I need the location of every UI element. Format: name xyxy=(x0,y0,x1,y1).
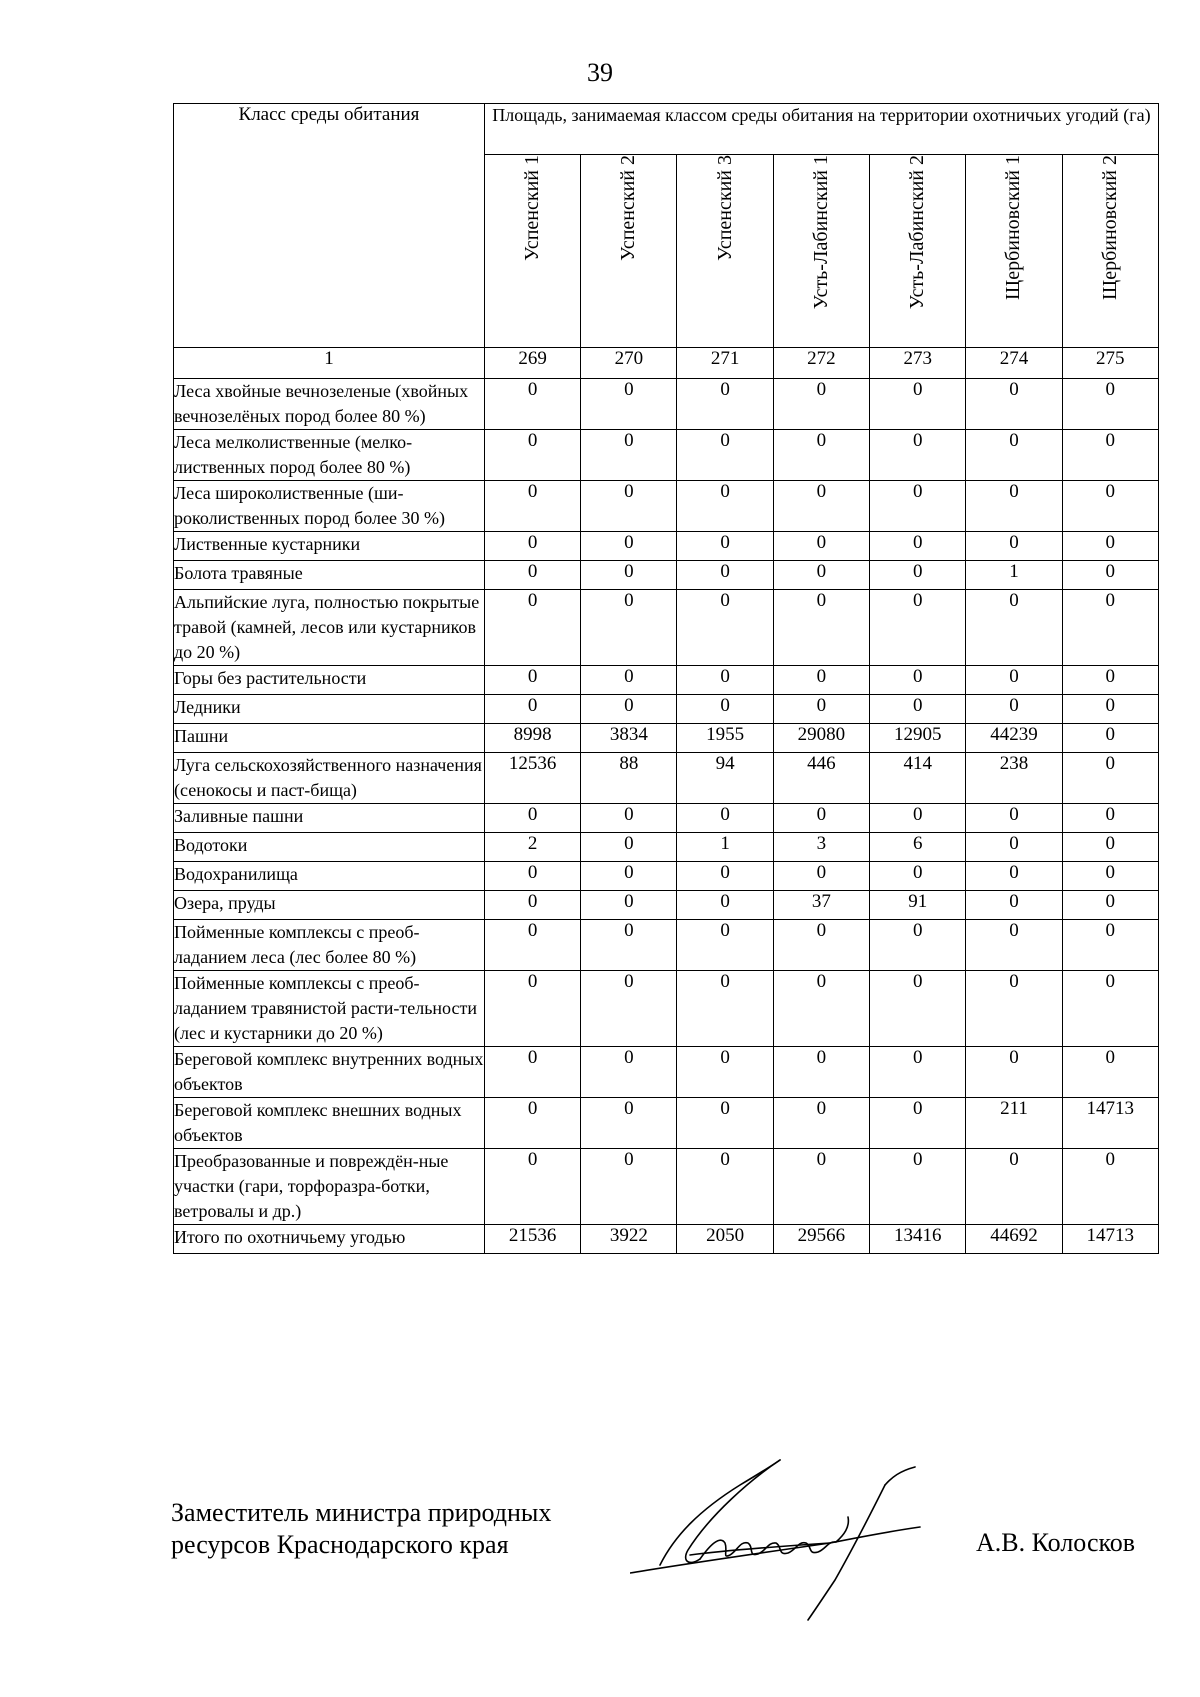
area-value: 0 xyxy=(677,1149,773,1225)
table-row xyxy=(174,695,1159,724)
habitat-class-label: Водотоки xyxy=(174,833,485,862)
area-value: 88 xyxy=(581,753,677,804)
area-value: 0 xyxy=(581,920,677,971)
area-value: 3922 xyxy=(581,1225,677,1254)
area-value: 29566 xyxy=(773,1225,869,1254)
habitat-class-label: Озера, пруды xyxy=(174,891,485,920)
area-value: 0 xyxy=(1062,833,1158,862)
area-value: 0 xyxy=(484,561,580,590)
area-value: 8998 xyxy=(484,724,580,753)
area-value: 37 xyxy=(773,891,869,920)
area-value: 0 xyxy=(677,971,773,1047)
table-row xyxy=(174,891,1159,920)
area-value: 44692 xyxy=(966,1225,1062,1254)
area-value: 0 xyxy=(581,1047,677,1098)
area-value: 6 xyxy=(870,833,966,862)
habitat-class-label: Альпийские луга, полностью покрытые травой (камней, лесов или кустарников до 20 %) xyxy=(174,590,485,666)
signatory-name: А.В. Колосков xyxy=(976,1528,1136,1557)
area-value: 0 xyxy=(484,481,580,532)
area-value: 0 xyxy=(773,695,869,724)
table-row xyxy=(174,430,1159,481)
area-value: 0 xyxy=(1062,862,1158,891)
area-value: 0 xyxy=(677,532,773,561)
area-value: 0 xyxy=(484,862,580,891)
area-value: 0 xyxy=(773,1098,869,1149)
area-header xyxy=(581,155,677,348)
area-value: 0 xyxy=(677,430,773,481)
area-value: 0 xyxy=(773,1149,869,1225)
area-value: 0 xyxy=(870,430,966,481)
area-value: 0 xyxy=(1062,379,1158,430)
area-value: 0 xyxy=(870,590,966,666)
area-value: 0 xyxy=(484,379,580,430)
area-value: 0 xyxy=(966,379,1062,430)
area-value: 1955 xyxy=(677,724,773,753)
area-value: 0 xyxy=(870,1047,966,1098)
area-value: 0 xyxy=(581,833,677,862)
page-number: 39 xyxy=(587,58,613,87)
column-number: 275 xyxy=(1062,348,1158,379)
area-header xyxy=(677,155,773,348)
area-value: 0 xyxy=(773,862,869,891)
area-value: 0 xyxy=(677,481,773,532)
area-value: 0 xyxy=(677,804,773,833)
signatory-position-line-2: ресурсов Краснодарского края xyxy=(171,1530,509,1559)
area-value: 3834 xyxy=(581,724,677,753)
area-value: 0 xyxy=(581,1149,677,1225)
area-value: 0 xyxy=(773,430,869,481)
area-value: 0 xyxy=(484,1047,580,1098)
habitat-area-table xyxy=(173,103,1159,1254)
area-value: 0 xyxy=(966,920,1062,971)
area-value: 0 xyxy=(677,1098,773,1149)
area-value: 0 xyxy=(581,481,677,532)
table-row xyxy=(174,804,1159,833)
column-number: 274 xyxy=(966,348,1062,379)
habitat-class-label: Пашни xyxy=(174,724,485,753)
table-row xyxy=(174,1225,1159,1254)
area-value: 12905 xyxy=(870,724,966,753)
area-value: 14713 xyxy=(1062,1225,1158,1254)
area-value: 0 xyxy=(484,532,580,561)
signatory-position xyxy=(171,1497,551,1561)
area-value: 0 xyxy=(1062,561,1158,590)
table-row xyxy=(174,481,1159,532)
area-value: 0 xyxy=(677,590,773,666)
area-value: 0 xyxy=(773,379,869,430)
area-value: 0 xyxy=(581,971,677,1047)
area-value: 0 xyxy=(677,862,773,891)
habitat-class-label: Болота травяные xyxy=(174,561,485,590)
habitat-class-label: Горы без растительности xyxy=(174,666,485,695)
area-value: 0 xyxy=(773,971,869,1047)
table-row xyxy=(174,862,1159,891)
area-value: 0 xyxy=(1062,724,1158,753)
table-row xyxy=(174,532,1159,561)
area-value: 0 xyxy=(581,666,677,695)
area-value: 21536 xyxy=(484,1225,580,1254)
area-value: 0 xyxy=(1062,666,1158,695)
area-value: 0 xyxy=(581,379,677,430)
area-value: 0 xyxy=(581,532,677,561)
column-number: 270 xyxy=(581,348,677,379)
habitat-class-label: Заливные пашни xyxy=(174,804,485,833)
area-value: 0 xyxy=(870,481,966,532)
area-value: 0 xyxy=(966,430,1062,481)
area-header-label: Щербиновский 2 xyxy=(1098,155,1121,300)
area-value: 0 xyxy=(870,1149,966,1225)
area-value: 0 xyxy=(484,971,580,1047)
area-value: 0 xyxy=(581,862,677,891)
area-value: 0 xyxy=(1062,430,1158,481)
area-value: 91 xyxy=(870,891,966,920)
area-value: 0 xyxy=(1062,590,1158,666)
area-value: 0 xyxy=(581,695,677,724)
area-value: 0 xyxy=(581,804,677,833)
area-header-label: Усть-Лабинский 1 xyxy=(809,155,832,310)
area-value: 0 xyxy=(1062,891,1158,920)
table-row xyxy=(174,561,1159,590)
area-value: 0 xyxy=(484,590,580,666)
area-value: 0 xyxy=(966,1047,1062,1098)
area-value: 2050 xyxy=(677,1225,773,1254)
area-value: 0 xyxy=(1062,1047,1158,1098)
habitat-class-label: Пойменные комплексы с преоб-ладанием леса (лес более 80 %) xyxy=(174,920,485,971)
area-value: 0 xyxy=(581,590,677,666)
area-value: 0 xyxy=(870,862,966,891)
area-value: 0 xyxy=(773,590,869,666)
area-value: 0 xyxy=(1062,920,1158,971)
area-header-label: Успенский 3 xyxy=(713,155,736,261)
area-value: 0 xyxy=(870,666,966,695)
area-value: 0 xyxy=(966,481,1062,532)
area-value: 0 xyxy=(484,804,580,833)
habitat-class-label: Леса широколиственные (ши-роколиственных пород более 30 %) xyxy=(174,481,485,532)
table-row xyxy=(174,1098,1159,1149)
area-value: 0 xyxy=(966,1149,1062,1225)
area-header xyxy=(773,155,869,348)
area-value: 2 xyxy=(484,833,580,862)
table-row xyxy=(174,1047,1159,1098)
area-value: 0 xyxy=(581,430,677,481)
area-value: 0 xyxy=(773,532,869,561)
table-row xyxy=(174,753,1159,804)
area-value: 0 xyxy=(677,695,773,724)
habitat-class-label: Ледники xyxy=(174,695,485,724)
area-value: 0 xyxy=(966,804,1062,833)
area-value: 0 xyxy=(677,920,773,971)
area-value: 13416 xyxy=(870,1225,966,1254)
area-value: 0 xyxy=(1062,695,1158,724)
area-value: 0 xyxy=(484,920,580,971)
habitat-class-label: Пойменные комплексы с преоб-ладанием травянистой расти-тельности (лес и кустарники до 20 %) xyxy=(174,971,485,1047)
habitat-class-label: Водохранилища xyxy=(174,862,485,891)
table-row xyxy=(174,833,1159,862)
area-value: 0 xyxy=(966,532,1062,561)
area-header-label: Щербиновский 1 xyxy=(1002,155,1025,300)
signatory-position-line-1: Заместитель министра природных xyxy=(171,1498,552,1527)
habitat-class-label: Леса хвойные вечнозеленые (хвойных вечнозелёных пород более 80 %) xyxy=(174,379,485,430)
area-value: 0 xyxy=(484,1098,580,1149)
area-value: 0 xyxy=(870,971,966,1047)
area-value: 0 xyxy=(677,379,773,430)
area-value: 0 xyxy=(1062,971,1158,1047)
area-header xyxy=(966,155,1062,348)
area-value: 0 xyxy=(484,430,580,481)
table-row xyxy=(174,666,1159,695)
area-value: 0 xyxy=(966,590,1062,666)
area-value: 0 xyxy=(966,833,1062,862)
area-value: 0 xyxy=(870,561,966,590)
habitat-class-label: Лиственные кустарники xyxy=(174,532,485,561)
habitat-class-label: Береговой комплекс внешних водных объектов xyxy=(174,1098,485,1149)
area-header xyxy=(870,155,966,348)
area-value: 0 xyxy=(966,666,1062,695)
area-value: 0 xyxy=(1062,1149,1158,1225)
handwritten-signature xyxy=(630,1455,980,1625)
area-value: 0 xyxy=(870,379,966,430)
area-value: 0 xyxy=(581,561,677,590)
area-value: 1 xyxy=(677,833,773,862)
area-value: 0 xyxy=(677,891,773,920)
area-value: 0 xyxy=(581,1098,677,1149)
area-value: 0 xyxy=(773,481,869,532)
area-value: 0 xyxy=(581,891,677,920)
area-value: 211 xyxy=(966,1098,1062,1149)
area-value: 0 xyxy=(966,891,1062,920)
area-header-label: Успенский 1 xyxy=(521,155,544,261)
area-value: 1 xyxy=(966,561,1062,590)
habitat-class-label: Береговой комплекс внутренних водных объектов xyxy=(174,1047,485,1098)
area-header-label: Успенский 2 xyxy=(617,155,640,261)
column-number: 271 xyxy=(677,348,773,379)
area-value: 29080 xyxy=(773,724,869,753)
area-value: 0 xyxy=(773,561,869,590)
area-value: 44239 xyxy=(966,724,1062,753)
table-row xyxy=(174,1149,1159,1225)
area-header xyxy=(1062,155,1158,348)
area-value: 0 xyxy=(1062,753,1158,804)
column-number: 272 xyxy=(773,348,869,379)
area-value: 0 xyxy=(870,804,966,833)
table-row xyxy=(174,379,1159,430)
habitat-class-label: Итого по охотничьему угодью xyxy=(174,1225,485,1254)
area-value: 0 xyxy=(677,561,773,590)
area-value: 0 xyxy=(870,695,966,724)
area-header xyxy=(484,155,580,348)
habitat-class-header: Класс среды обитания xyxy=(174,104,485,348)
area-value: 3 xyxy=(773,833,869,862)
area-group-header: Площадь, занимаемая классом среды обитания на территории охотничьих угодий (га) xyxy=(484,104,1158,155)
table-row xyxy=(174,590,1159,666)
area-value: 0 xyxy=(1062,481,1158,532)
table-row xyxy=(174,724,1159,753)
area-value: 0 xyxy=(484,1149,580,1225)
habitat-class-label: Луга сельскохозяйственного назначения (сенокосы и паст-бища) xyxy=(174,753,485,804)
area-value: 0 xyxy=(773,920,869,971)
table-row xyxy=(174,920,1159,971)
area-value: 0 xyxy=(966,971,1062,1047)
column-number: 269 xyxy=(484,348,580,379)
area-value: 0 xyxy=(966,862,1062,891)
area-value: 0 xyxy=(484,666,580,695)
area-value: 14713 xyxy=(1062,1098,1158,1149)
area-value: 0 xyxy=(773,804,869,833)
area-value: 0 xyxy=(966,695,1062,724)
area-value: 0 xyxy=(1062,804,1158,833)
habitat-class-label: Преобразованные и повреждён-ные участки (гари, торфоразра-ботки, ветровалы и др.) xyxy=(174,1149,485,1225)
area-value: 0 xyxy=(677,1047,773,1098)
area-value: 0 xyxy=(870,920,966,971)
area-value: 0 xyxy=(773,1047,869,1098)
column-number: 273 xyxy=(870,348,966,379)
column-number: 1 xyxy=(174,348,485,379)
area-value: 0 xyxy=(870,532,966,561)
table-row xyxy=(174,971,1159,1047)
area-value: 0 xyxy=(1062,532,1158,561)
area-value: 0 xyxy=(773,666,869,695)
area-value: 0 xyxy=(870,1098,966,1149)
area-value: 0 xyxy=(677,666,773,695)
area-value: 414 xyxy=(870,753,966,804)
area-value: 446 xyxy=(773,753,869,804)
area-value: 12536 xyxy=(484,753,580,804)
area-value: 0 xyxy=(484,891,580,920)
area-header-label: Усть-Лабинский 2 xyxy=(906,155,929,310)
area-value: 238 xyxy=(966,753,1062,804)
area-value: 0 xyxy=(484,695,580,724)
habitat-class-label: Леса мелколиственные (мелко-лиственных пород более 80 %) xyxy=(174,430,485,481)
area-value: 94 xyxy=(677,753,773,804)
